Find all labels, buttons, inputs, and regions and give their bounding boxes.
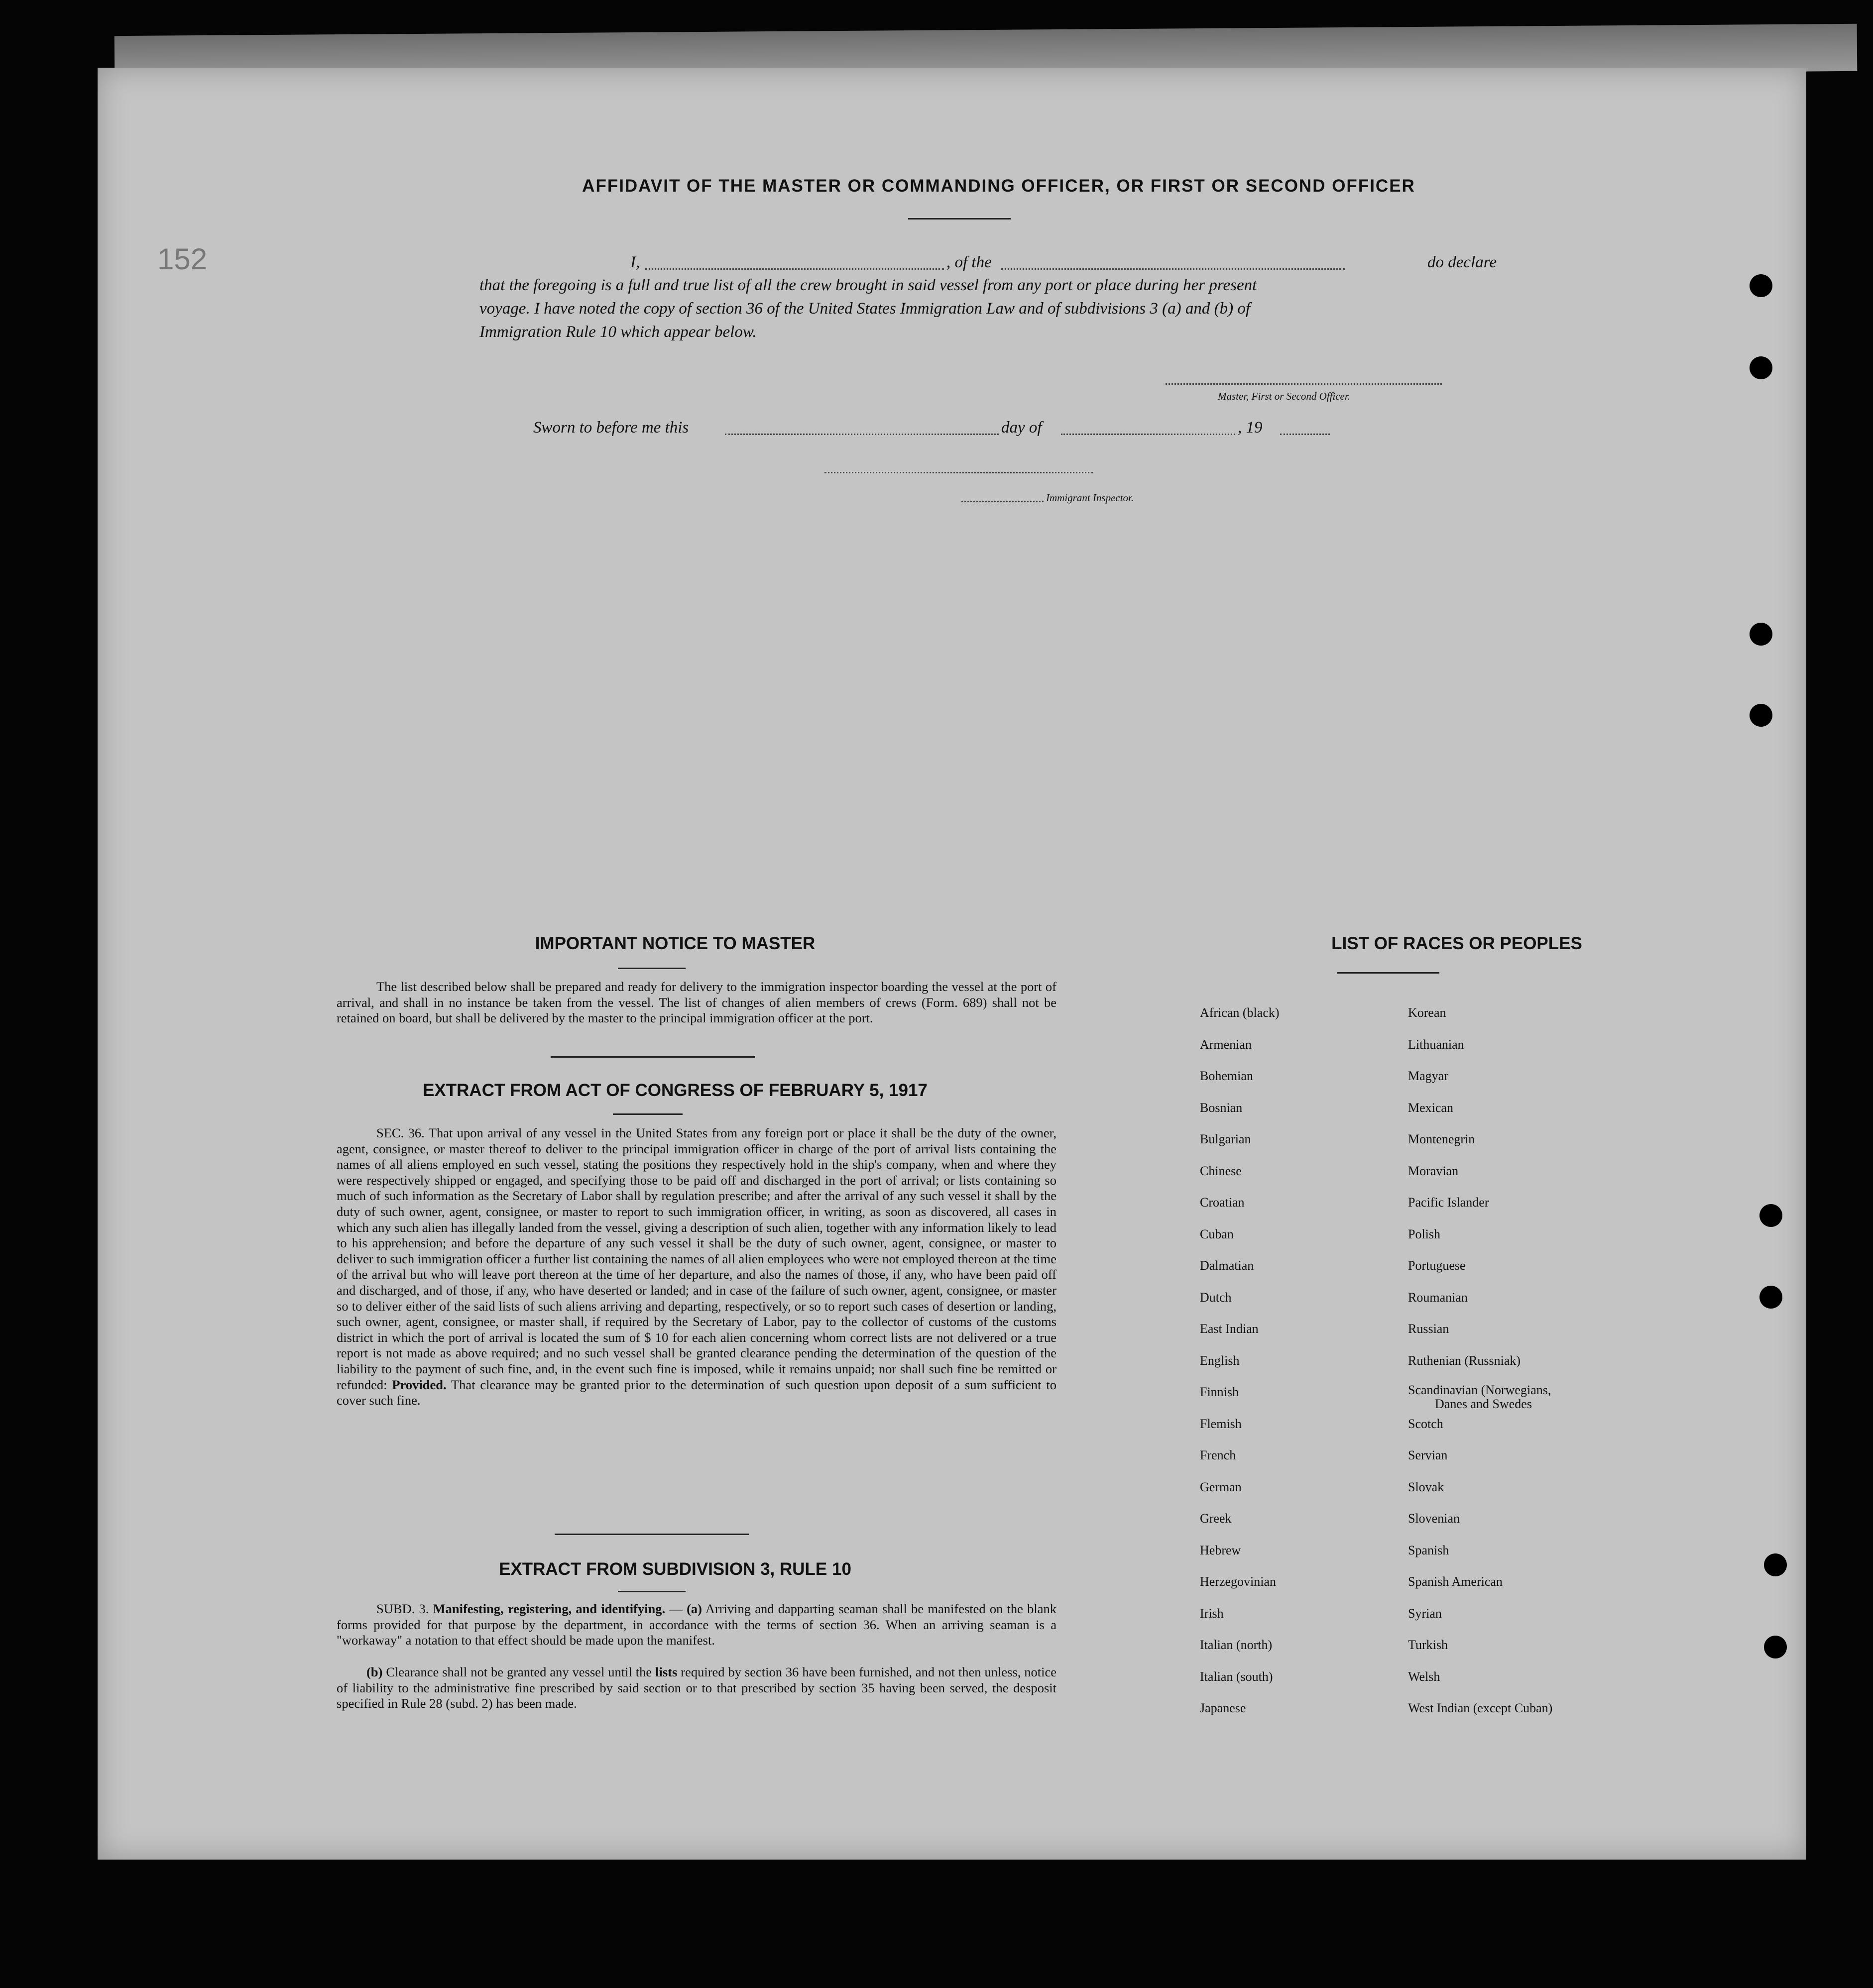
affidavit-line-3: voyage. I have noted the copy of section 36 of the United States Immigration Law and of subdivisions 3 (a) and (b) of (479, 300, 1251, 318)
binder-hole (1759, 1204, 1782, 1227)
race-item: Irish (1200, 1606, 1224, 1621)
race-item: Welsh (1408, 1669, 1440, 1684)
race-item: African (black) (1200, 1005, 1280, 1020)
binder-hole (1759, 1286, 1782, 1309)
race-item: Roumanian (1408, 1290, 1468, 1305)
race-item: Bohemian (1200, 1069, 1253, 1083)
sworn-line: Sworn to before me this day of , 19 (533, 419, 1390, 440)
race-item: Montenegrin (1408, 1132, 1475, 1146)
race-item: Ruthenian (Russniak) (1408, 1353, 1521, 1368)
race-item: Korean (1408, 1005, 1446, 1020)
master-caption: Master, First or Second Officer. (1218, 390, 1350, 402)
manifest-page (98, 68, 1806, 1860)
notice-title: IMPORTANT NOTICE TO MASTER (535, 934, 816, 953)
act-title: EXTRACT FROM ACT OF CONGRESS OF FEBRUARY 5, 1917 (423, 1081, 928, 1100)
race-item: Slovenian (1408, 1511, 1460, 1526)
rule-title: EXTRACT FROM SUBDIVISION 3, RULE 10 (499, 1559, 851, 1579)
rule-subd-a: SUBD. 3. Manifesting, registering, and identifying. — (a) Arriving and dapparting seaman shall be manifested on the blank forms provided for that purpose by the department, in accordance with the terms of section 36. When an arriving seaman is a "workaway" a notation to that effect should be made upon the manifest. (337, 1601, 1057, 1648)
binder-hole (1764, 1636, 1787, 1658)
inspector-signature-line-2 (961, 501, 1044, 502)
affidavit-line-1: I, , of the do declare (630, 253, 1497, 271)
race-item: Italian (south) (1200, 1669, 1273, 1684)
notice-title-rule (618, 968, 686, 969)
race-item: German (1200, 1479, 1242, 1494)
race-item: East Indian (1200, 1322, 1259, 1336)
race-item-continuation: Danes and Swedes (1435, 1397, 1532, 1411)
race-item: French (1200, 1448, 1236, 1462)
race-item: Bulgarian (1200, 1132, 1251, 1146)
race-item: Syrian (1408, 1606, 1442, 1621)
race-item: Spanish American (1408, 1574, 1503, 1589)
affidavit-line-2: that the foregoing is a full and true list of all the crew brought in said vessel from any port or place during her present (479, 276, 1257, 294)
race-item: Portuguese (1408, 1258, 1466, 1273)
race-item: Polish (1408, 1226, 1441, 1241)
race-item: English (1200, 1353, 1240, 1368)
binder-hole (1750, 623, 1772, 646)
inspector-signature-line (824, 472, 1093, 473)
race-item: Magyar (1408, 1069, 1448, 1083)
margin-mark: 152 (157, 242, 208, 276)
race-item: Cuban (1200, 1226, 1234, 1241)
notice-divider (551, 1056, 755, 1058)
race-item: Chinese (1200, 1163, 1242, 1178)
affidavit-line-4: Immigration Rule 10 which appear below. (479, 323, 757, 341)
rule-subd-b: (b) Clearance shall not be granted any vessel until the lists required by section 36 have been furnished, and not then unless, notice of liability to the administrative fine prescribed by said section or to that prescribed by section 35 having been served, the desposit specified in Rule 28 (subd. 2) has been made. (337, 1664, 1057, 1711)
races-title: LIST OF RACES OR PEOPLES (1331, 934, 1582, 953)
race-item: Herzegovinian (1200, 1574, 1277, 1589)
affidavit-title-rule (908, 218, 1011, 220)
race-item: Italian (north) (1200, 1638, 1273, 1652)
binder-hole (1750, 274, 1772, 297)
race-item: West Indian (except Cuban) (1408, 1701, 1553, 1715)
race-item: Slovak (1408, 1479, 1444, 1494)
rule-title-rule (618, 1591, 686, 1592)
race-item: Spanish (1408, 1543, 1449, 1557)
race-item: Turkish (1408, 1638, 1448, 1652)
race-item: Lithuanian (1408, 1037, 1464, 1052)
race-item: Dalmatian (1200, 1258, 1254, 1273)
act-divider (555, 1534, 749, 1535)
race-item: Moravian (1408, 1163, 1459, 1178)
races-title-rule (1337, 972, 1439, 974)
act-title-rule (613, 1113, 683, 1115)
race-item: Flemish (1200, 1416, 1242, 1431)
affidavit-title: AFFIDAVIT OF THE MASTER OR COMMANDING OFFICER, OR FIRST OR SECOND OFFICER (582, 176, 1415, 196)
notice-text: The list described below shall be prepared and ready for delivery to the immigration inspector boarding the vessel at the port of arrival, and shall in no instance be taken from the vessel. The list of changes of alien members of crews (Form. 689) shall not be retained on board, but shall be delivered by the master to the principal immigration officer at the port. (337, 979, 1056, 1026)
race-item: Greek (1200, 1511, 1232, 1526)
race-item: Scotch (1408, 1416, 1443, 1431)
race-item: Scandinavian (Norwegians, (1408, 1383, 1551, 1397)
race-item: Dutch (1200, 1290, 1232, 1305)
race-item: Japanese (1200, 1701, 1246, 1715)
binder-hole (1750, 356, 1772, 379)
race-item: Hebrew (1200, 1543, 1241, 1557)
race-item: Bosnian (1200, 1100, 1243, 1115)
act-text: SEC. 36. That upon arrival of any vessel in the United States from any foreign port or place it shall be the duty of the owner, agent, consignee, or master thereof to deliver to the principal immigration officer in charge of the port of arrival lists containing the names of all aliens employed en such vessel, stating the positions they respectively hold in the ship's company, when and where they were respectively shipped or engaged, and specifying those to be paid off and discharged in the port of arrival; or lists containing so much of such information as the Secretary of Labor shall by regulation prescribe; and after the arrival of any such vessel it shall by the duty of such owner, agent, consignee, or master to report to such immigration officer, in writing, as soon as discovered, all cases in which any such alien has illegally landed from the vessel, giving a description of such alien, together with any information likely to lead to his apprehension; and before the departure of any such vessel it shall be the duty of such owner, agent, consignee, or master to deliver to such immigration officer a further list containing the names of all alien employees who were not employed thereon at the time of the arrival but who will leave port thereon at the time of her departure, and also the names of those, if any, who have been paid off and discharged, and of those, if any, who have deserted or landed; and in case of the failure of such owner, agent, consignee, or master so to deliver either of the said lists of such aliens arriving and departing, respectively, or so to report such cases of desertion or landing, such owner, agent, consignee, or master shall, if required by the Secretary of Labor, pay to the collector of customs of the customs district in which the port of arrival is located the sum of $ 10 for each alien concerning whom correct lists are not delivered or a true report is not made as above required; and no such vessel shall be granted clearance pending the determination of the question of the liability to the payment of such fine, and, in the event such fine is imposed, while it remains unpaid; nor shall such fine be remitted or refunded: Provided. That clearance may be granted prior to the determination of such question upon deposit of a sum sufficient to cover such fine. (337, 1125, 1056, 1408)
race-item: Pacific Islander (1408, 1195, 1489, 1210)
master-signature-line (1166, 383, 1442, 385)
binder-hole (1764, 1553, 1787, 1576)
race-item: Armenian (1200, 1037, 1252, 1052)
race-item: Servian (1408, 1448, 1448, 1462)
race-item: Mexican (1408, 1100, 1453, 1115)
race-item: Finnish (1200, 1385, 1239, 1399)
binder-hole (1750, 704, 1772, 727)
inspector-caption: Immigrant Inspector. (1046, 492, 1134, 504)
race-item: Russian (1408, 1322, 1449, 1336)
race-item: Croatian (1200, 1195, 1245, 1210)
